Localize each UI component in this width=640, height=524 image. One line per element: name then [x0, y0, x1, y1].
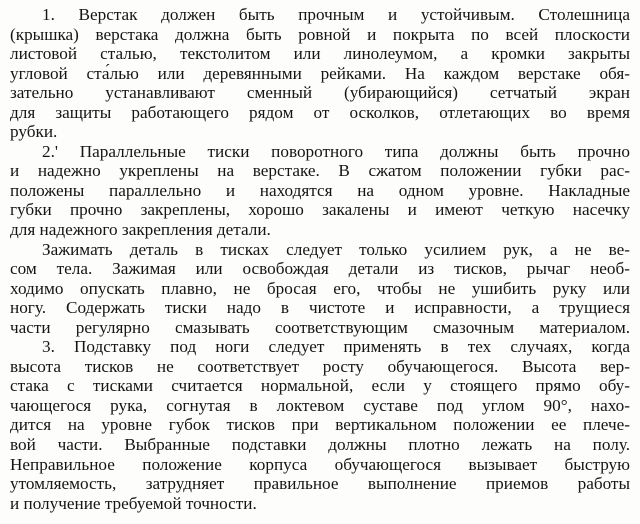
text-line: утомляемость, затрудняет правильное выполнение приемов работы [10, 474, 630, 494]
text-line: стака с тисками считается нормальной, если у стоящего прямо обу- [10, 376, 630, 396]
text-line: вой части. Выбранные подставки должны плотно лежать на полу. [10, 435, 630, 455]
text-line: части регулярно смазывать соответствующим смазочным материалом. [10, 317, 630, 337]
text-line: 1. Верстак должен быть прочным и устойчивым. Столешница [42, 5, 630, 24]
text-line: губки прочно закреплены, хорошо закалены и имеют четкую насечку [10, 200, 630, 220]
text-line: Зажимать деталь в тисках следует только усилием рук, а не ве- [42, 239, 630, 259]
text-line: и получение требуемой точности. [10, 493, 257, 513]
paragraph-1-workbench [10, 5, 630, 142]
text-line: для надежного закрепления детали. [10, 220, 271, 240]
text-line: зательно устанавливают сменный (убирающийся) сетчатый экран [10, 83, 630, 103]
text-line: положены параллельно и находятся на одном уровне. Накладные [10, 180, 630, 200]
text-line: угловой ста́лью или деревянными рейками. На каждом верстаке обя- [10, 63, 630, 83]
text-line: ногу. Содержать тиски надо в чистоте и исправности, а трущиеся [10, 298, 630, 318]
text-line: (крышка) верстака должна быть ровной и покрыта по всей плоскости [10, 24, 630, 44]
paragraph-3-footrest [10, 337, 630, 513]
text-line: высота тисков не соответствует росту обучающегося. Высота вер- [10, 356, 630, 376]
text-line: 2.' Параллельные тиски поворотного типа должны быть прочно [42, 141, 630, 161]
paragraph-clamping [10, 240, 630, 338]
text-line: чающегося рука, согнутая в локтевом суставе под углом 90°, нахо- [10, 395, 630, 415]
text-line: дится на уровне губок тисков при вертикальном положении ее плече- [10, 415, 630, 435]
text-line: рубки. [10, 122, 58, 142]
text-line: ходимо опускать плавно, не бросая его, чтобы не ушибить руку или [10, 278, 630, 298]
text-line: 3. Подставку под ноги следует применять в тех случаях, когда [42, 337, 630, 357]
text-line: листовой сталью, текстолитом или линолеумом, а кромки закрыты [10, 44, 630, 64]
paragraph-2-vise [10, 142, 630, 240]
text-line: Неправильное положение корпуса обучающегося вызывает быструю [10, 454, 630, 474]
text-line: и надежно укреплены на верстаке. В сжатом положении губки рас- [10, 161, 630, 181]
text-line: для защиты работающего рядом от осколков, отлетающих во время [10, 102, 630, 122]
text-line: сом тела. Зажимая или освобождая детали из тисков, рычаг необ- [10, 259, 630, 279]
